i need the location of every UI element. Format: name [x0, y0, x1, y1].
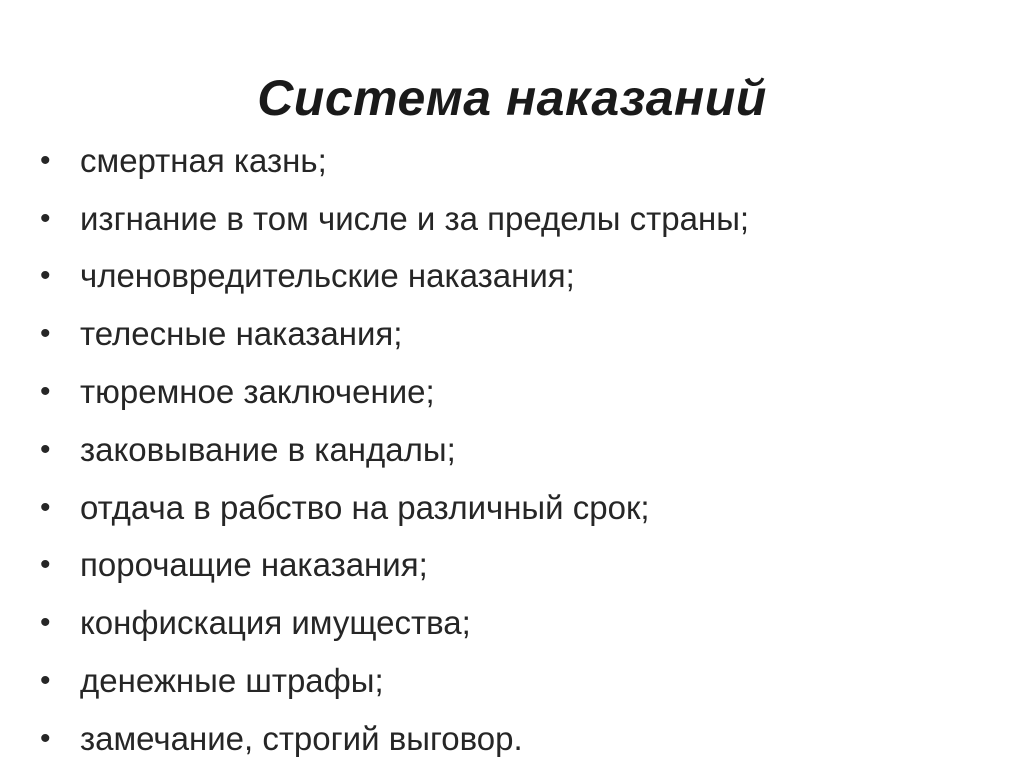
list-item	[40, 421, 1000, 479]
bullet-icon: •	[40, 721, 51, 755]
list-item	[40, 363, 1000, 421]
list-item	[40, 305, 1000, 363]
list-item-text: порочащие наказания;	[80, 546, 428, 584]
list-item	[40, 537, 1000, 595]
list-item	[40, 132, 1000, 190]
list-item-text: изгнание в том числе и за пределы страны;	[80, 199, 750, 237]
bullet-icon: •	[40, 201, 51, 235]
list-item-text: заковывание в кандалы;	[80, 430, 456, 468]
list-item	[40, 479, 1000, 537]
list-item-text: конфискация имущества;	[80, 604, 471, 642]
bullet-icon: •	[40, 317, 51, 351]
bullet-icon: •	[40, 259, 51, 293]
bullet-icon: •	[40, 490, 51, 524]
list-item	[40, 710, 1000, 768]
list-item-text: телесные наказания;	[80, 315, 403, 353]
list-item-text: членовредительские наказания;	[80, 257, 575, 295]
bullet-icon: •	[40, 143, 51, 177]
list-item	[40, 248, 1000, 306]
punishment-list	[40, 132, 1000, 768]
list-item-text: отдача в рабство на различный срок;	[80, 488, 650, 526]
bullet-icon: •	[40, 548, 51, 582]
list-item-text: замечание, строгий выговор.	[80, 719, 523, 757]
list-item	[40, 652, 1000, 710]
list-item-text: денежные штрафы;	[80, 662, 384, 700]
bullet-icon: •	[40, 606, 51, 640]
list-item-text: тюремное заключение;	[80, 373, 435, 411]
list-item	[40, 190, 1000, 248]
slide-title: Система наказаний	[257, 70, 767, 126]
list-item	[40, 594, 1000, 652]
list-item-text: смертная казнь;	[80, 141, 327, 179]
bullet-icon: •	[40, 375, 51, 409]
bullet-icon: •	[40, 664, 51, 698]
bullet-icon: •	[40, 432, 51, 466]
